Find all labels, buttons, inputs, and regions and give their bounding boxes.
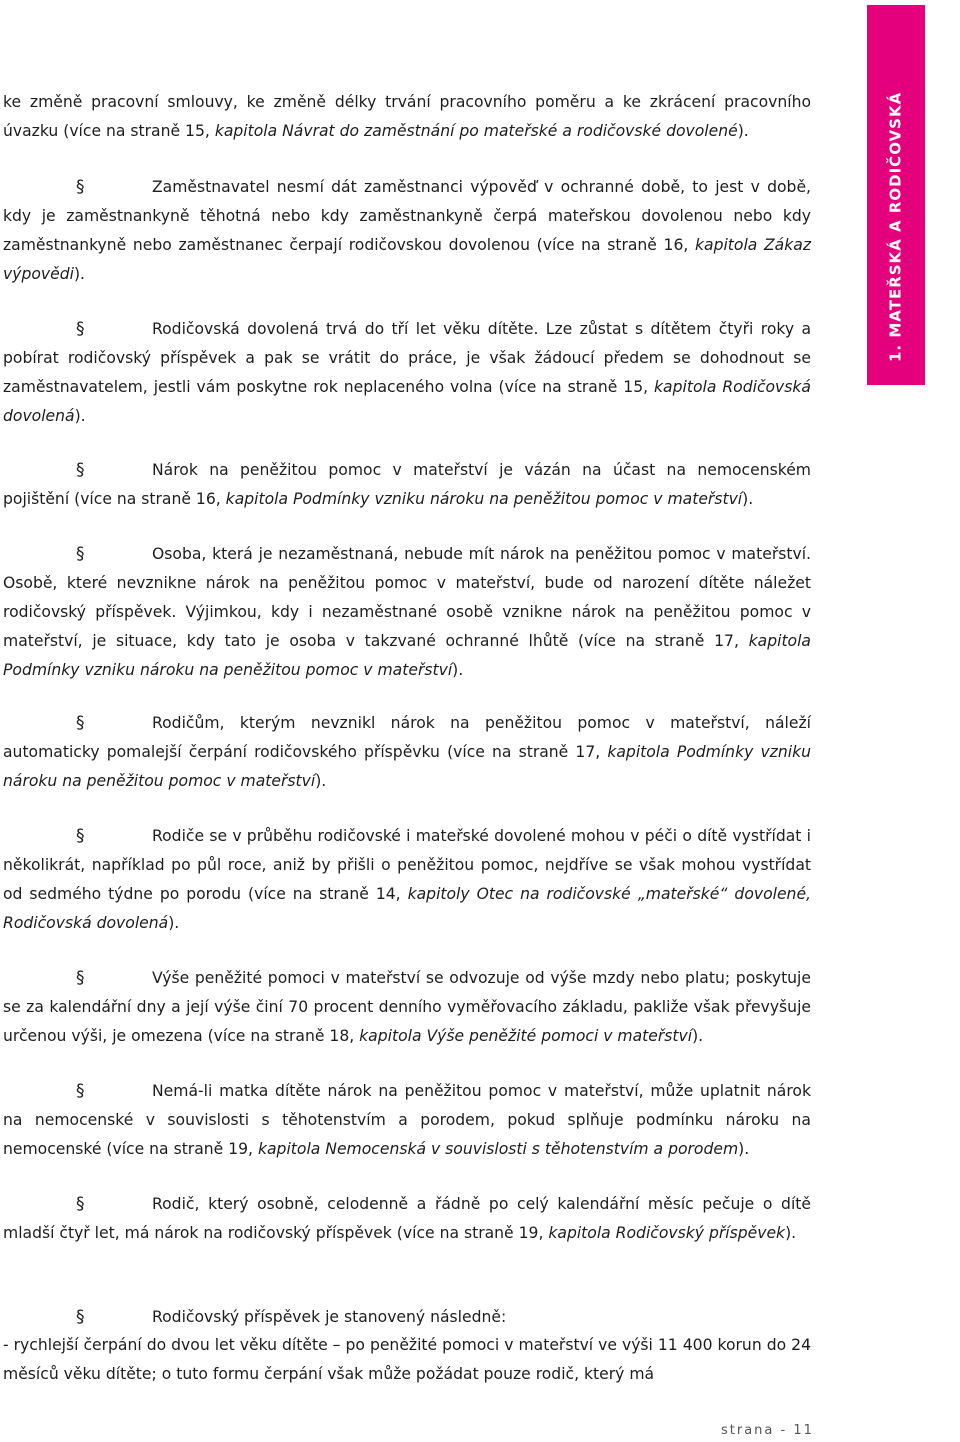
section-mark: § bbox=[76, 826, 85, 846]
paragraph-1: Zaměstnavatel nesmí dát zaměstnanci výpověď v ochranné době, to jest v době, kdy je zaměstnankyně těhotná nebo kdy zaměstnankyně čerpá mateřskou dovolenou nebo kdy zaměstnankyně nebo zaměstnanec čerpají rodičovskou dovolenou (více na straně 16, kapitola Zákaz výpovědi). bbox=[3, 178, 812, 283]
section-mark: § bbox=[76, 460, 85, 480]
paragraph-5: Rodičům, kterým nevznikl nárok na peněžitou pomoc v mateřství, náleží automaticky pomalejší čerpání rodičovského příspěvku (více na straně 17, kapitola Podmínky vzniku nároku na peněžitou pomoc v mateřství). bbox=[3, 714, 811, 790]
paragraph-8: Nemá-li matka dítěte nárok na peněžitou pomoc v mateřství, může uplatnit nárok na nemocenské v souvislosti s těhotenstvím a porodem, pokud splňuje podmínku nároku na nemocenské (více na straně 19, kapitola Nemocenská v souvislosti s těhotenstvím a porodem). bbox=[3, 1082, 811, 1158]
section-mark: § bbox=[76, 1194, 85, 1214]
chapter-side-tab bbox=[867, 5, 925, 385]
paragraph-4: Osoba, která je nezaměstnaná, nebude mít nárok na peněžitou pomoc v mateřství. Osobě, které nevznikne nárok na peněžitou pomoc v mateřství, bude od narození dítěte náležet rodičovský příspěvek. Výjimkou, kdy i nezaměstnané osobě vznikne nárok na peněžitou pomoc v mateřství, je situace, kdy tato je osoba v takzvané ochranné lhůtě (více na straně 17, kapitola Podmínky vzniku nároku na peněžitou pomoc v mateřství). bbox=[3, 545, 811, 679]
section-mark: § bbox=[76, 177, 85, 197]
payment-option-list-item: - rychlejší čerpání do dvou let věku dítěte – po peněžité pomoci v mateřství ve výši 11 400 korun do 24 měsíců věku dítěte; o tuto formu čerpání však může požádat pouze rodič, který má bbox=[3, 1336, 811, 1383]
paragraph-7: Výše peněžité pomoci v mateřství se odvozuje od výše mzdy nebo platu; poskytuje se za kalendářní dny a její výše činí 70 procent denního vyměřovacího základu, pakliže však převyšuje určenou výši, je omezena (více na straně 18, kapitola Výše peněžité pomoci v mateřství). bbox=[3, 969, 811, 1045]
paragraph-6: Rodiče se v průběhu rodičovské i mateřské dovolené mohou v péči o dítě vystřídat i několikrát, například po půl roce, aniž by přišli o peněžitou pomoc, nejdříve se však mohou vystřídat od sedmého týdne po porodu (více na straně 14, kapitoly Otec na rodičovské „mateřské“ dovolené, Rodičovská dovolená). bbox=[3, 827, 811, 932]
section-mark: § bbox=[76, 968, 85, 988]
intro-paragraph: ke změně pracovní smlouvy, ke změně délky trvání pracovního poměru a ke zkrácení pracovního úvazku (více na straně 15, kapitola Návrat do zaměstnání po mateřské a rodičovské dovolené). bbox=[3, 93, 811, 140]
section-mark: § bbox=[76, 544, 85, 564]
section-mark: § bbox=[76, 1307, 85, 1327]
page-number: strana - 11 bbox=[721, 1423, 814, 1438]
section-mark: § bbox=[76, 319, 85, 339]
paragraph-2: Rodičovská dovolená trvá do tří let věku dítěte. Lze zůstat s dítětem čtyři roky a pobírat rodičovský příspěvek a pak se vrátit do práce, je však žádoucí předem se dohodnout se zaměstnavatelem, jestli vám poskytne rok neplaceného volna (více na straně 15, kapitola Rodičovská dovolená). bbox=[3, 320, 811, 425]
paragraph-10: Rodičovský příspěvek je stanovený následně: bbox=[152, 1308, 507, 1326]
section-mark: § bbox=[76, 1081, 85, 1101]
section-mark: § bbox=[76, 713, 85, 733]
paragraph-3: Nárok na peněžitou pomoc v mateřství je vázán na účast na nemocenském pojištění (více na straně 16, kapitola Podmínky vzniku nároku na peněžitou pomoc v mateřství). bbox=[3, 461, 811, 508]
chapter-tab-label: 1. MATEŘSKÁ A RODIČOVSKÁ bbox=[886, 91, 905, 362]
paragraph-9: Rodič, který osobně, celodenně a řádně po celý kalendářní měsíc pečuje o dítě mladší čtyř let, má nárok na rodičovský příspěvek (více na straně 19, kapitola Rodičovský příspěvek). bbox=[3, 1195, 811, 1242]
